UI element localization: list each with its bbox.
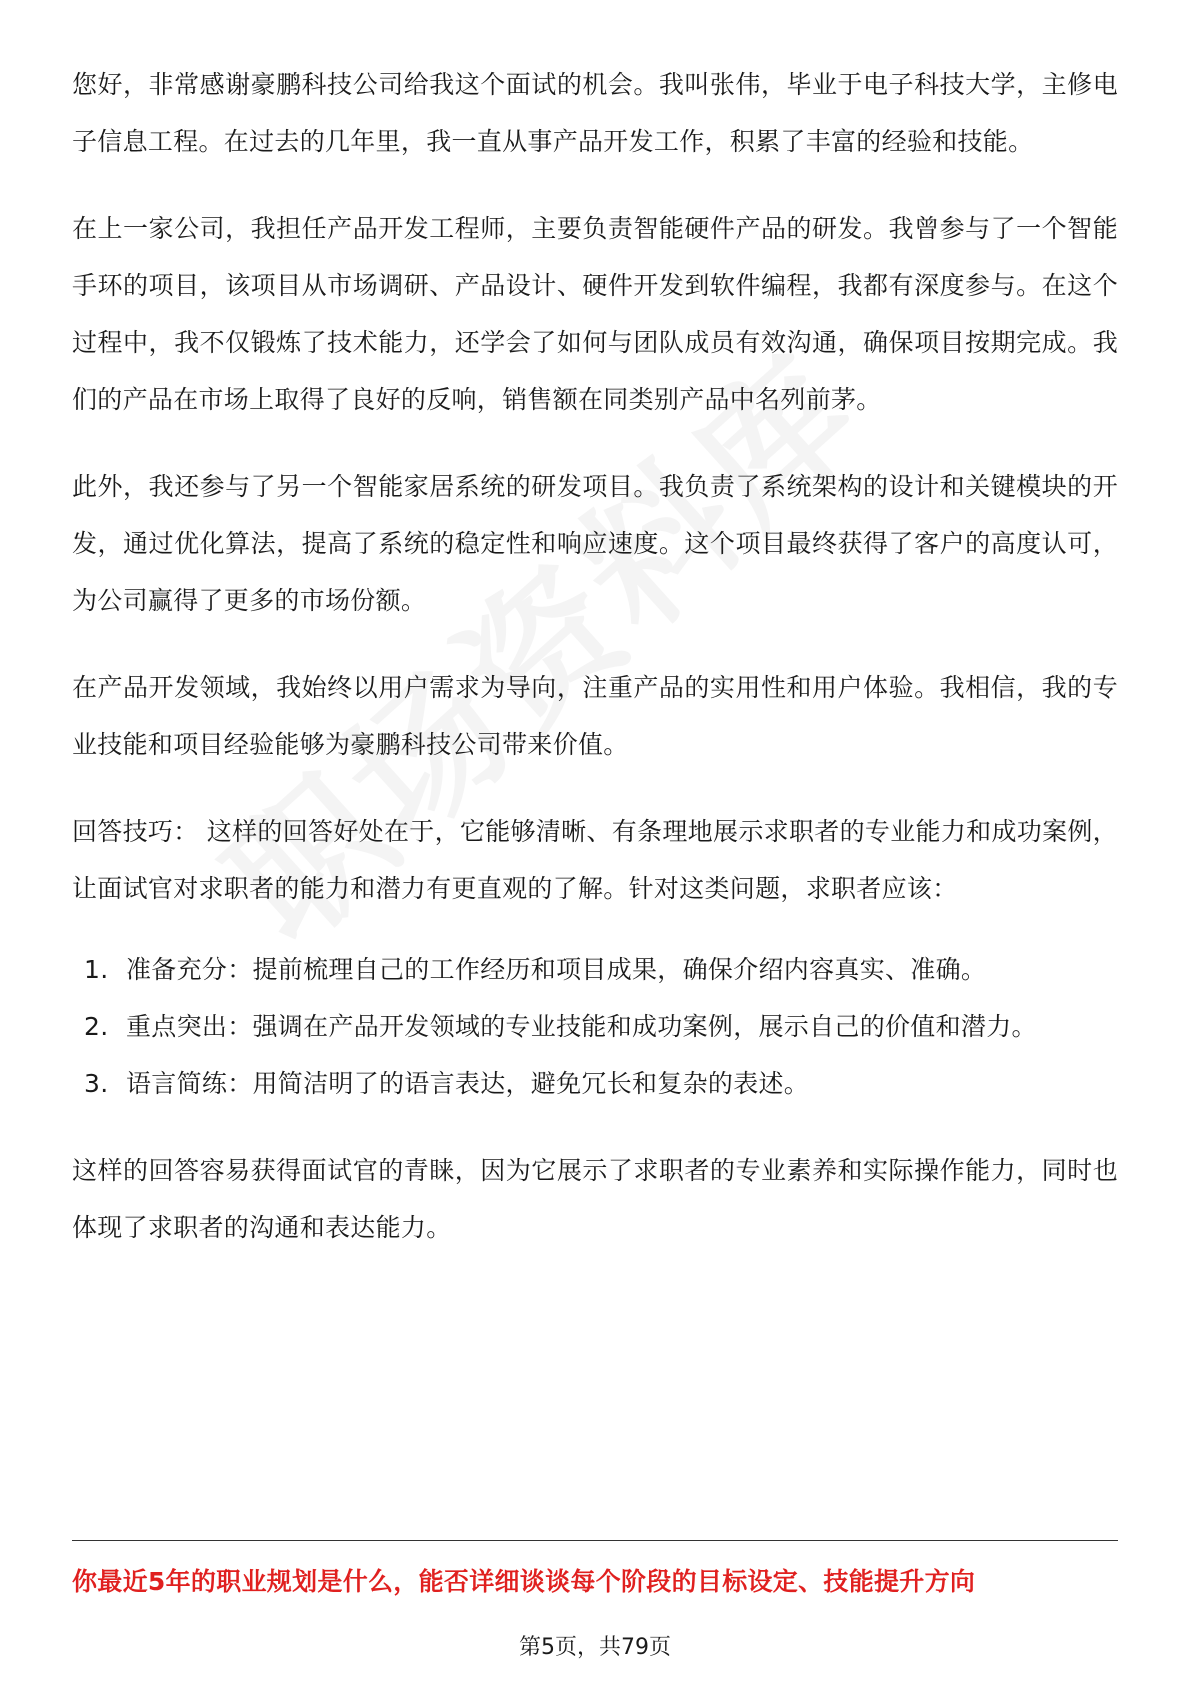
paragraph-user-focus: 在产品开发领域，我始终以用户需求为导向，注重产品的实用性和用户体验。我相信，我的专业技能和项目经验能够为豪鹏科技公司带来价值。 [72, 673, 1118, 759]
list-item-number: 3. [84, 1069, 109, 1098]
page-number: 第5页，共79页 [519, 1635, 671, 1660]
list-item-text: 重点突出：强调在产品开发领域的专业技能和成功案例，展示自己的价值和潜力。 [126, 1012, 1037, 1041]
paragraph-smart-home-project: 此外，我还参与了另一个智能家居系统的研发项目。我负责了系统架构的设计和关键模块的开发，通过优化算法，提高了系统的稳定性和响应速度。这个项目最终获得了客户的高度认可，为公司赢得了更多的市场份额。 [72, 472, 1118, 615]
document-body [72, 56, 1118, 1286]
list-item [72, 1055, 1118, 1112]
paragraph-previous-job: 在上一家公司，我担任产品开发工程师，主要负责智能硬件产品的研发。我曾参与了一个智能手环的项目，该项目从市场调研、产品设计、硬件开发到软件编程，我都有深度参与。在这个过程中，我不仅锻炼了技术能力，还学会了如何与团队成员有效沟通，确保项目按期完成。我们的产品在市场上取得了良好的反响，销售额在同类别产品中名列前茅。 [72, 214, 1118, 414]
list-item-text: 语言简练：用简洁明了的语言表达，避免冗长和复杂的表述。 [126, 1069, 810, 1098]
next-question-heading: 你最近5年的职业规划是什么，能否详细谈谈每个阶段的目标设定、技能提升方向 [72, 1567, 976, 1596]
paragraph-intro: 您好，非常感谢豪鹏科技公司给我这个面试的机会。我叫张伟，毕业于电子科技大学，主修电子信息工程。在过去的几年里，我一直从事产品开发工作，积累了丰富的经验和技能。 [72, 70, 1118, 156]
list-item [72, 941, 1118, 998]
section-divider [72, 1540, 1118, 1541]
list-item-text: 准备充分：提前梳理自己的工作经历和项目成果，确保介绍内容真实、准确。 [126, 955, 987, 984]
list-item-number: 1. [84, 955, 109, 984]
paragraph-conclusion: 这样的回答容易获得面试官的青睐，因为它展示了求职者的专业素养和实际操作能力，同时也体现了求职者的沟通和表达能力。 [72, 1156, 1118, 1242]
list-item-number: 2. [84, 1012, 109, 1041]
tips-list [72, 941, 1118, 1112]
list-item [72, 998, 1118, 1055]
paragraph-answer-tips: 回答技巧： 这样的回答好处在于，它能够清晰、有条理地展示求职者的专业能力和成功案例，让面试官对求职者的能力和潜力有更直观的了解。针对这类问题，求职者应该： [72, 817, 1118, 903]
